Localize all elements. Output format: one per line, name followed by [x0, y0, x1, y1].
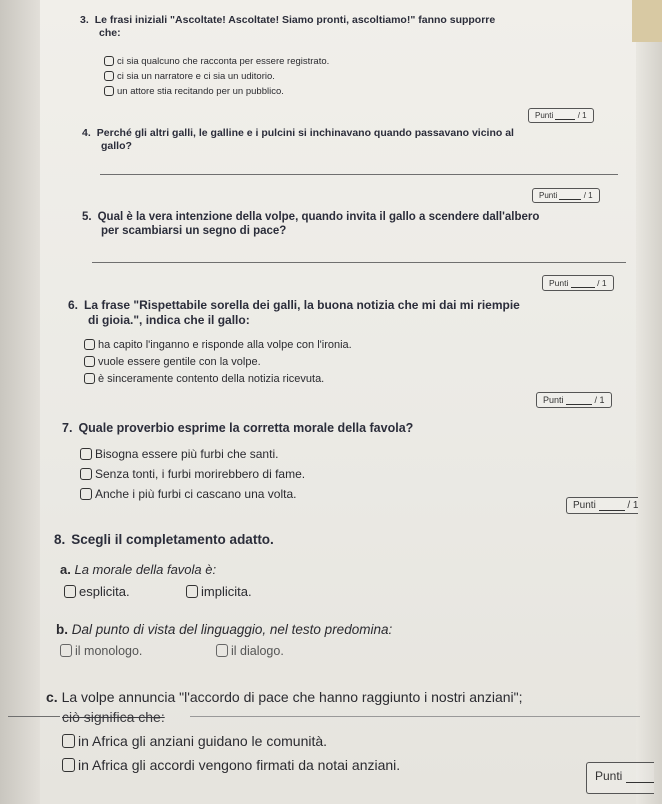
- question-text: Perché gli altri galli, le galline e i pulcini si inchinavano quando passavano vicino al: [96, 127, 514, 139]
- question-text: La frase "Rispettabile sorella dei galli, la buona notizia che mi dai mi riempie: [84, 298, 520, 312]
- option-label: in Africa gli accordi vengono firmati da notai anziani.: [78, 757, 401, 773]
- score-box: [536, 392, 612, 408]
- option-checkbox[interactable]: [62, 733, 327, 749]
- question-8: [54, 532, 634, 549]
- score-box: [586, 762, 654, 794]
- score-box: [542, 275, 614, 291]
- subquestion-text: La volpe annuncia "l'accordo di pace che hanno raggiunto i nostri anziani";: [61, 689, 523, 705]
- option-label: implicita.: [201, 584, 252, 599]
- question-text-continued: gallo?: [101, 140, 132, 153]
- option-label: un attore stia recitando per un pubblico.: [117, 86, 284, 97]
- answer-line[interactable]: [100, 174, 618, 175]
- question-7: [62, 421, 642, 437]
- option-label: Senza tonti, i furbi morirebbero di fame.: [95, 467, 306, 481]
- question-5: [82, 210, 642, 239]
- question-number: 5.: [82, 211, 92, 223]
- score-label: Punti: [543, 395, 564, 405]
- score-box: [528, 108, 594, 123]
- score-blank[interactable]: [626, 782, 654, 783]
- checkbox-icon[interactable]: [62, 758, 75, 772]
- subquestion-text-continued: ciò significa che:: [62, 709, 165, 725]
- subquestion-letter: b.: [56, 622, 68, 637]
- question-text: Le frasi iniziali "Ascoltate! Ascoltate! Siamo pronti, ascoltiamo!" fanno supporre: [94, 14, 496, 26]
- score-box: [566, 497, 638, 514]
- question-text: Scegli il completamento adatto.: [71, 532, 274, 547]
- checkbox-icon[interactable]: [80, 448, 92, 460]
- option-checkbox[interactable]: [80, 467, 305, 481]
- subquestion-text: Dal punto di vista del linguaggio, nel testo predomina:: [71, 622, 393, 637]
- option-label: Bisogna essere più furbi che santi.: [95, 447, 279, 461]
- checkbox-icon[interactable]: [216, 644, 228, 657]
- margin-line: [190, 716, 640, 717]
- option-label: Anche i più furbi ci cascano una volta.: [95, 487, 297, 501]
- option-label: il monologo.: [75, 644, 143, 658]
- question-text-continued: di gioia.", indica che il gallo:: [88, 313, 250, 327]
- checkbox-icon[interactable]: [84, 373, 95, 384]
- question-number: 7.: [62, 421, 73, 435]
- score-blank[interactable]: [559, 199, 581, 200]
- question-text: Quale proverbio esprime la corretta morale della favola?: [78, 421, 414, 435]
- score-label: Punti: [535, 111, 554, 120]
- checkbox-icon[interactable]: [186, 585, 198, 598]
- question-number: 3.: [80, 14, 89, 26]
- option-label: vuole essere gentile con la volpe.: [98, 356, 261, 368]
- option-checkbox[interactable]: [60, 644, 142, 658]
- subquestion-a: [60, 562, 216, 577]
- option-checkbox[interactable]: [104, 56, 329, 67]
- option-checkbox[interactable]: [104, 86, 284, 97]
- checkbox-icon[interactable]: [84, 356, 95, 367]
- question-number: 6.: [68, 298, 79, 312]
- score-label: Punti: [539, 191, 558, 200]
- score-blank[interactable]: [571, 287, 595, 288]
- subquestion-text: La morale della favola è:: [74, 562, 217, 577]
- option-checkbox[interactable]: [84, 356, 261, 368]
- option-checkbox[interactable]: [62, 757, 400, 773]
- question-text: Qual è la vera intenzione della volpe, quando invita il gallo a scendere dall'albero: [97, 211, 540, 223]
- question-3: [80, 14, 620, 40]
- answer-line[interactable]: [92, 262, 626, 263]
- option-label: ci sia un narratore e ci sia un uditorio.: [117, 71, 275, 82]
- checkbox-icon[interactable]: [62, 734, 75, 748]
- option-label: ha capito l'inganno e risponde alla volpe con l'ironia.: [98, 339, 352, 351]
- question-4: [82, 127, 622, 153]
- score-blank[interactable]: [566, 404, 592, 405]
- question-6: [68, 298, 648, 328]
- score-blank[interactable]: [599, 510, 625, 511]
- checkbox-icon[interactable]: [84, 339, 95, 350]
- score-total: / 1: [577, 111, 587, 120]
- option-label: ci sia qualcuno che racconta per essere registrato.: [117, 56, 330, 67]
- score-blank[interactable]: [555, 119, 575, 120]
- score-box: [532, 188, 600, 203]
- subquestion-c: [46, 689, 523, 705]
- option-label: è sinceramente contento della notizia ricevuta.: [98, 373, 325, 385]
- corner-tape: [632, 0, 662, 42]
- checkbox-icon[interactable]: [104, 86, 114, 96]
- option-checkbox[interactable]: [186, 584, 252, 599]
- score-total: / 1: [597, 278, 607, 288]
- score-label: Punti: [573, 500, 596, 511]
- question-text-continued: per scambiarsi un segno di pace?: [101, 225, 287, 238]
- option-checkbox[interactable]: [104, 71, 275, 82]
- subquestion-letter: a.: [60, 562, 71, 577]
- score-total: / 1: [627, 500, 639, 511]
- margin-line: [8, 716, 60, 717]
- question-number: 8.: [54, 532, 66, 547]
- option-checkbox[interactable]: [80, 447, 278, 461]
- score-label: Punti: [549, 278, 569, 288]
- option-label: in Africa gli anziani guidano le comunità.: [78, 733, 328, 749]
- option-label: esplicita.: [79, 584, 130, 599]
- checkbox-icon[interactable]: [104, 71, 114, 81]
- page-right-edge: [636, 0, 662, 804]
- score-total: / 1: [594, 395, 605, 405]
- checkbox-icon[interactable]: [104, 56, 114, 66]
- subquestion-b: [56, 622, 392, 637]
- checkbox-icon[interactable]: [60, 644, 72, 657]
- checkbox-icon[interactable]: [80, 488, 92, 500]
- checkbox-icon[interactable]: [64, 585, 76, 598]
- option-checkbox[interactable]: [84, 373, 324, 385]
- question-text-continued: che:: [99, 27, 121, 40]
- option-checkbox[interactable]: [64, 584, 130, 599]
- subquestion-letter: c.: [46, 689, 58, 705]
- option-checkbox[interactable]: [216, 644, 284, 658]
- score-total: / 1: [583, 191, 593, 200]
- checkbox-icon[interactable]: [80, 468, 92, 480]
- option-checkbox[interactable]: [84, 339, 352, 351]
- page-left-edge: [0, 0, 40, 804]
- option-checkbox[interactable]: [80, 487, 296, 501]
- option-label: il dialogo.: [231, 644, 284, 658]
- score-label: Punti: [595, 769, 623, 783]
- question-number: 4.: [82, 127, 91, 139]
